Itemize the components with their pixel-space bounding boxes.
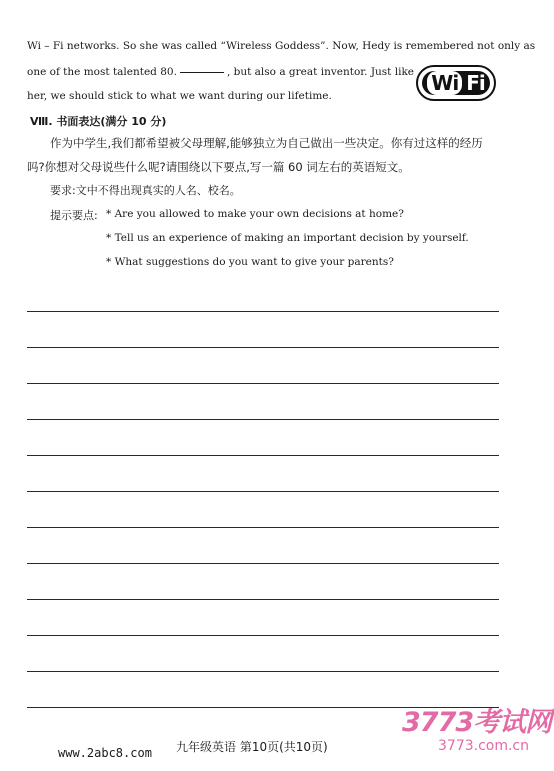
- passage-line-2-suffix: , but also a great inventor. Just like: [226, 66, 415, 78]
- writing-line: [27, 599, 499, 600]
- wifi-logo-fi: Fi: [466, 71, 485, 95]
- writing-line: [27, 563, 499, 564]
- writing-line: [27, 527, 499, 528]
- passage-line-2-prefix: one of the most talented 80.: [27, 66, 177, 78]
- answer-blank-80[interactable]: [180, 71, 224, 73]
- writing-line: [27, 491, 499, 492]
- writing-line: [27, 383, 499, 384]
- passage-line-3: her, we should stick to what we want during our lifetime.: [27, 90, 332, 102]
- writing-line: [27, 635, 499, 636]
- section-intro-line-1: 作为中学生,我们都希望被父母理解,能够独立为自己做出一些决定。你有过这样的经历: [50, 136, 483, 150]
- point-2: * Tell us an experience of making an important decision by yourself.: [106, 232, 469, 244]
- section-intro-line-2: 吗?你想对父母说些什么呢?请围绕以下要点,写一篇 60 词左右的英语短文。: [27, 160, 410, 174]
- points-label: 提示要点:: [50, 209, 98, 222]
- passage-line-2: [27, 66, 414, 78]
- section-heading: Ⅷ. 书面表达(满分 10 分): [30, 115, 167, 128]
- passage-line-1: Wi – Fi networks. So she was called “Wireless Goddess”. Now, Hedy is remembered not only as: [27, 40, 536, 52]
- watermark-url: 3773.com.cn: [438, 738, 529, 754]
- wifi-logo-wi: Wi: [427, 71, 462, 95]
- point-3: * What suggestions do you want to give your parents?: [106, 256, 394, 268]
- website-left: www.2abc8.com: [58, 746, 152, 760]
- wifi-logo: [416, 65, 496, 101]
- writing-line: [27, 347, 499, 348]
- watermark-brand: 3773考试网: [402, 707, 552, 738]
- writing-line: [27, 311, 499, 312]
- section-requirement: 要求:文中不得出现真实的人名、校名。: [50, 184, 241, 197]
- writing-line: [27, 455, 499, 456]
- point-1: * Are you allowed to make your own decisions at home?: [106, 208, 404, 220]
- page-info: 九年级英语 第10页(共10页): [176, 740, 328, 754]
- writing-line: [27, 671, 499, 672]
- writing-line: [27, 419, 499, 420]
